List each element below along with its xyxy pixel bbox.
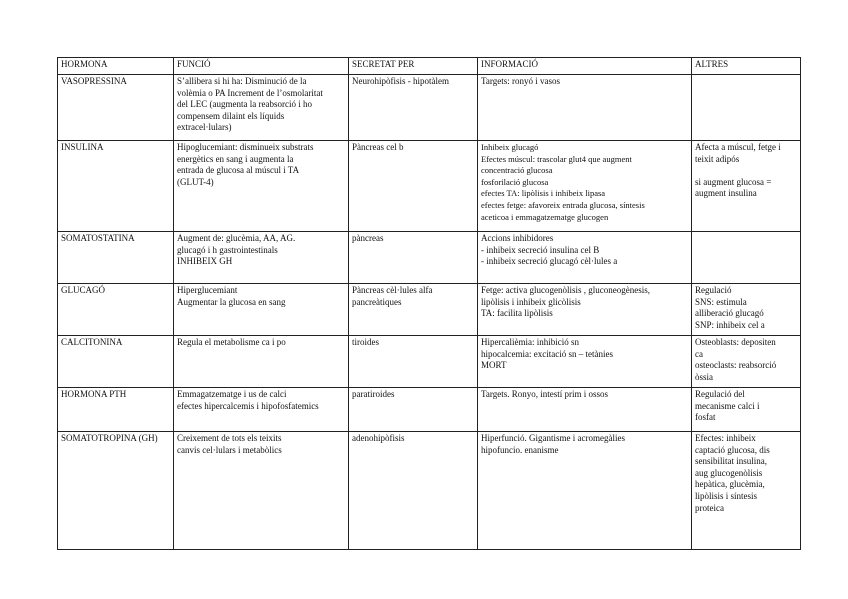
table-body (58, 75, 801, 550)
cell-funcio (174, 432, 349, 550)
cell-text-line: INHIBEIX GH (177, 256, 233, 267)
cell-text-line: efectes hipercalcemis i hipofosfatemics (177, 400, 319, 411)
cell-text-line: Regulació (695, 285, 732, 295)
cell-text-line: Pàncreas cèl·lules alfa (352, 285, 433, 295)
cell-text-line: Hiperfunció. Gigantisme i acromegàlies (481, 433, 625, 443)
cell-text-line: augment insulina (695, 188, 757, 199)
column-header-hormona: HORMONA (58, 58, 174, 75)
cell-text-line: (GLUT-4) (177, 176, 214, 187)
cell-text-line: ca (695, 348, 703, 359)
cell-text-line: Targets: ronyó i vasos (481, 76, 560, 86)
cell-text-line: osteoclasts: reabsorció (695, 360, 777, 371)
cell-hormona (58, 232, 174, 284)
cell-text-line: Osteoblasts: depositen (695, 337, 776, 347)
cell-text-line: Efectes múscul: trascolar glut4 que augment (481, 153, 632, 164)
cell-text-line: mecanisme calci i (695, 400, 760, 411)
cell-text-line: hipocalcemia: excitació sn – tetànies (481, 348, 613, 359)
hormone-name: SOMATOSTATINA (61, 233, 135, 243)
table-row (58, 75, 801, 141)
cell-text-line: extracel·lulars) (177, 122, 232, 133)
cell-text-line: tiroides (352, 337, 379, 347)
cell-text-line: Augmentar la glucosa en sang (177, 296, 286, 307)
cell-text-line: paratiroides (352, 389, 395, 399)
cell-altres (692, 284, 801, 336)
cell-informacio (478, 75, 692, 141)
cell-text-line: Targets. Ronyo, intestí prim i ossos (481, 389, 608, 399)
cell-informacio (478, 141, 692, 232)
cell-secretat-per (349, 75, 478, 141)
cell-funcio (174, 388, 349, 432)
cell-text-line: - inhibeix secreció insulina cel B (481, 244, 600, 255)
cell-text-line: compensem dilaint els líquids (177, 110, 285, 121)
hormone-name: VASOPRESSINA (61, 76, 127, 86)
cell-text-line: proteica (695, 502, 724, 513)
cell-text-line: lipòlisis i inhibeix glicòlisis (481, 296, 581, 307)
cell-text-line: Afecta a múscul, fetge i (695, 142, 781, 152)
blank-line (695, 165, 797, 177)
cell-altres (692, 336, 801, 388)
cell-informacio (478, 432, 692, 550)
cell-text-line: canvis cel·lulars i metabòlics (177, 444, 282, 455)
table-row (58, 232, 801, 284)
cell-funcio (174, 336, 349, 388)
cell-secretat-per (349, 388, 478, 432)
cell-text-line: SNP: inhibeix cel a (695, 319, 765, 330)
cell-hormona (58, 336, 174, 388)
hormone-name: HORMONA PTH (61, 389, 127, 399)
cell-hormona (58, 141, 174, 232)
cell-secretat-per (349, 432, 478, 550)
cell-text-line: TA: facilita lipòlisis (481, 308, 553, 319)
cell-text-line: Efectes: inhibeix (695, 433, 756, 443)
cell-hormona (58, 388, 174, 432)
column-header-funcio: FUNCIÓ (174, 58, 349, 75)
cell-text-line: òssia (695, 371, 713, 382)
table-row (58, 388, 801, 432)
table-row (58, 141, 801, 232)
cell-altres (692, 432, 801, 550)
cell-secretat-per (349, 141, 478, 232)
cell-text-line: Augment de: glucèmia, AA, AG. (177, 233, 296, 243)
cell-text-line: pàncreas (352, 233, 384, 243)
cell-text-line: efectes fetge: afavoreix entrada glucosa, síntesis (481, 199, 645, 210)
cell-funcio (174, 284, 349, 336)
cell-text-line: Regula el metabolisme ca i po (177, 337, 286, 347)
cell-text-line: Pàncreas cel b (352, 142, 404, 152)
cell-text-line: hipofuncio. enanisme (481, 444, 559, 455)
cell-text-line: Regulació del (695, 389, 745, 399)
cell-informacio (478, 388, 692, 432)
cell-text-line: energètics en sang i augmenta la (177, 153, 294, 164)
cell-hormona (58, 432, 174, 550)
cell-text-line: concentració glucosa (481, 165, 553, 176)
cell-text-line: hepàtica, glucèmia, (695, 479, 765, 490)
cell-informacio (478, 284, 692, 336)
cell-text-line: S’allibera si hi ha: Disminució de la (177, 76, 307, 86)
cell-secretat-per (349, 284, 478, 336)
cell-text-line: volèmia o PA Increment de l’osmolaritat (177, 87, 323, 98)
cell-text-line: MORT (481, 360, 507, 371)
cell-text-line: fosforilació glucosa (481, 176, 549, 187)
column-header-secretat-per: SECRETAT PER (349, 58, 478, 75)
cell-funcio (174, 141, 349, 232)
cell-text-line: sensibilitat insulina, (695, 456, 767, 467)
cell-text-line: efectes TA: lipòlisis i inhibeix lipasa (481, 188, 606, 199)
cell-text-line: glucagó i h gastrointestinals (177, 244, 278, 255)
cell-text-line: Fetge: activa glucogenòlisis , gluconeogènesis, (481, 285, 650, 295)
cell-text-line: Emmagatzematge i us de calci (177, 389, 287, 399)
cell-text-line: adenohipòfisis (352, 433, 405, 443)
cell-text-line: Inhibeix glucagó (481, 142, 539, 152)
cell-text-line: Hiperglucemiant (177, 285, 238, 295)
hormone-name: CALCITONINA (61, 337, 123, 347)
cell-altres (692, 388, 801, 432)
cell-altres (692, 141, 801, 232)
cell-text-line: Neurohipòfisis - hipotàlem (352, 76, 449, 86)
cell-text-line: - inhibeix secreció glucagó cèl·lules a (481, 256, 618, 267)
cell-text-line: Accions inhibidores (481, 233, 554, 243)
table-row (58, 432, 801, 550)
cell-hormona (58, 284, 174, 336)
cell-text-line: aceticoa i emmagatzematge glucogen (481, 211, 609, 222)
cell-text-line: teixit adipós (695, 153, 740, 164)
hormone-name: GLUCAGÓ (61, 285, 105, 295)
cell-text-line: Hipercalièmia: inhibició sn (481, 337, 579, 347)
hormone-table (57, 57, 801, 550)
cell-text-line: pancreàtiques (352, 296, 402, 307)
column-header-altres: ALTRES (692, 58, 801, 75)
cell-text-line: del LEC (augmenta la reabsorció i ho (177, 99, 312, 110)
cell-text-line: captació glucosa, dis (695, 444, 770, 455)
cell-text-line: alliberació glucagó (695, 308, 764, 319)
cell-secretat-per (349, 336, 478, 388)
cell-funcio (174, 75, 349, 141)
cell-altres (692, 232, 801, 284)
cell-hormona (58, 75, 174, 141)
cell-informacio (478, 336, 692, 388)
column-header-informacio: INFORMACIÓ (478, 58, 692, 75)
table-row (58, 284, 801, 336)
cell-text-line: entrada de glucosa al múscul i TA (177, 165, 300, 176)
cell-text-line: lipòlisis i síntesis (695, 490, 758, 501)
hormone-name: INSULINA (61, 142, 104, 152)
cell-text-line: aug glucogenòlisis (695, 467, 763, 478)
table-header-row (58, 58, 801, 75)
cell-secretat-per (349, 232, 478, 284)
table-row (58, 336, 801, 388)
cell-text-line: SNS: estimula (695, 296, 747, 307)
cell-text-line: Hipoglucemiant: disminueix substrats (177, 142, 314, 152)
hormone-name: SOMATOTROPINA (GH) (61, 433, 158, 443)
cell-altres (692, 75, 801, 141)
cell-text-line: fosfat (695, 412, 716, 423)
cell-text-line: Creixement de tots els teixits (177, 433, 282, 443)
cell-text-line: si augment glucosa = (695, 176, 772, 187)
cell-informacio (478, 232, 692, 284)
cell-funcio (174, 232, 349, 284)
